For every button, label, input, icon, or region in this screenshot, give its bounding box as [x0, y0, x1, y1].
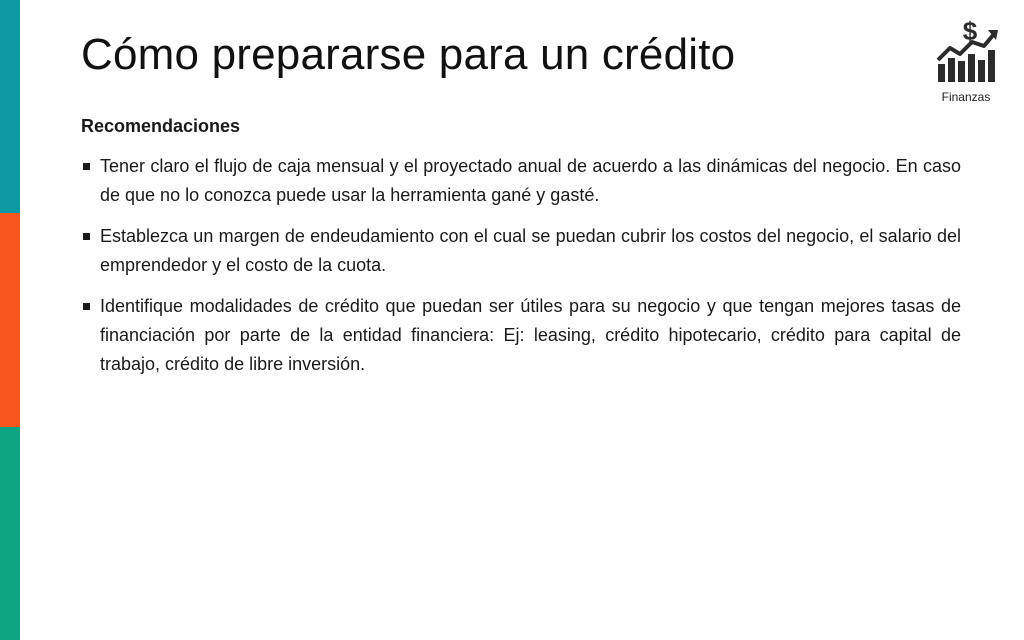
accent-stripe-orange	[0, 213, 20, 427]
square-bullet-icon	[83, 163, 90, 170]
list-item-text: Identifique modalidades de crédito que puedan ser útiles para su negocio y que tengan mejores tasas de financiación por parte de la entidad financiera: Ej: leasing, crédito hipotecario, crédito para capital de trabajo, crédito de libre inversión.	[100, 296, 961, 374]
square-bullet-icon	[83, 303, 90, 310]
list-item	[81, 292, 961, 379]
list-item	[81, 222, 961, 280]
slide-title: Cómo prepararse para un crédito	[81, 30, 736, 79]
section-heading: Recomendaciones	[81, 116, 241, 136]
accent-stripe-teal	[0, 0, 20, 213]
list-item-text: Establezca un margen de endeudamiento con el cual se puedan cubrir los costos del negocio, el salario del emprendedor y el costo de la cuota.	[100, 226, 961, 275]
brand-label: Finanzas	[941, 90, 991, 104]
square-bullet-icon	[83, 233, 90, 240]
list-item-text: Tener claro el flujo de caja mensual y el proyectado anual de acuerdo a las dinámicas del negocio. En caso de que no lo conozca puede usar la herramienta gané y gasté.	[100, 156, 961, 205]
svg-text:$: $	[962, 16, 978, 46]
finance-badge	[926, 16, 1006, 104]
recommendation-list	[81, 152, 961, 391]
accent-stripe-green	[0, 427, 20, 640]
list-item	[81, 152, 961, 210]
finance-chart-dollar-icon	[932, 16, 1000, 84]
